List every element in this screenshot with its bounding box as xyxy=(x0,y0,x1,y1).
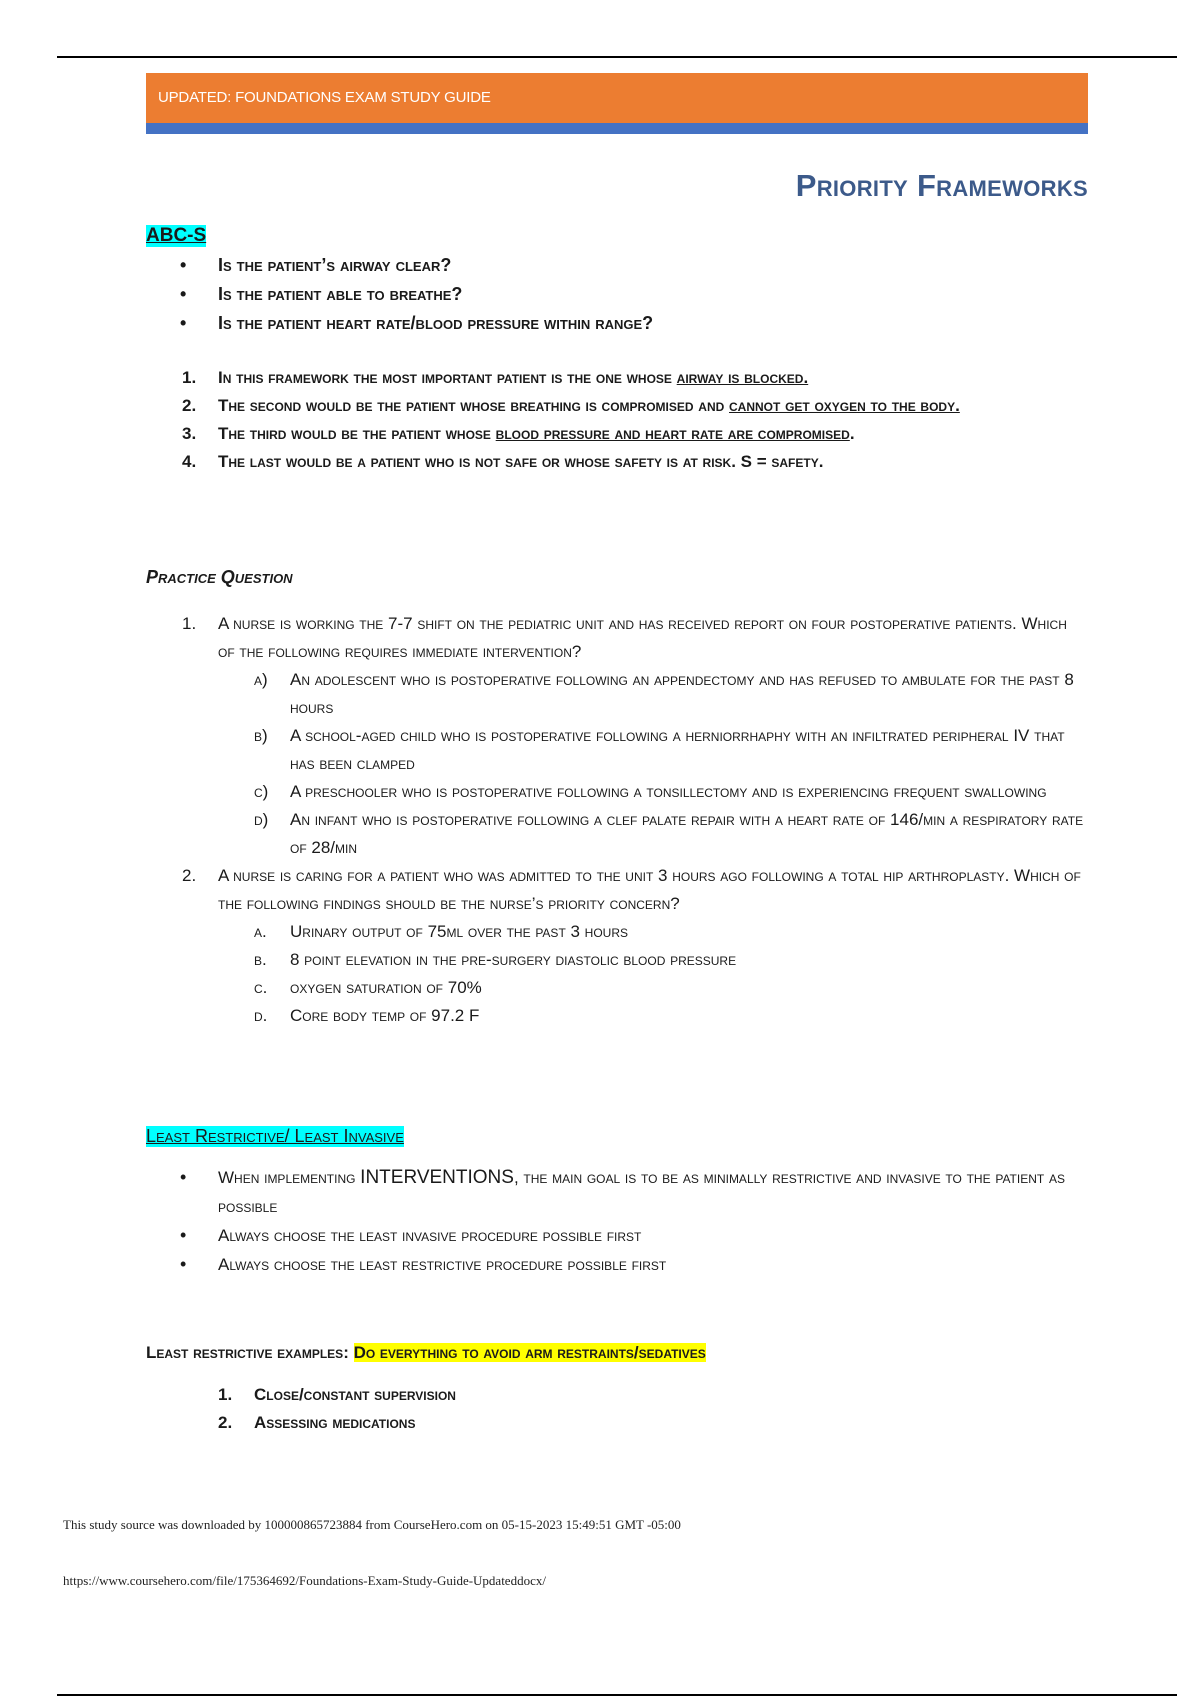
top-rule xyxy=(57,56,1177,58)
list-item: 3. The third would be the patient whose blood pressure and heart rate are compromised. xyxy=(182,424,855,443)
list-item: • Is the patient able to breathe? xyxy=(146,280,1088,309)
option-item: a) An adolescent who is postoperative following an appendectomy and has refused to ambulate for the past 8 hours xyxy=(254,670,1074,717)
examples-highlight: Do everything to avoid arm restraints/sedatives xyxy=(353,1343,706,1362)
list-item: 2. Assessing medications xyxy=(218,1413,416,1432)
option-list xyxy=(146,918,1088,1030)
question-item: 2. A nurse is caring for a patient who was admitted to the unit 3 hours ago following a total hip arthroplasty. Which of the following findings should be the nurse’s priority concern? a. Urinary output of 75ml over the past 3 hours b. 8 point elevation in the pre-surgery diastolic blood pressure c. oxygen saturation of 70% d. Core body temp of 97.2 F xyxy=(146,862,1088,1030)
abcs-label: ABC-S xyxy=(146,225,207,246)
abcs-steps xyxy=(146,364,1088,476)
list-item: 4. The last would be a patient who is not safe or whose safety is at risk. S = safety. xyxy=(182,452,824,471)
footer-url[interactable]: https://www.coursehero.com/file/175364692/Foundations-Exam-Study-Guide-Updateddocx/ xyxy=(63,1573,546,1588)
list-item: 1. Close/constant supervision xyxy=(218,1385,456,1404)
option-item: d) An infant who is postoperative following a clef palate repair with a heart rate of 146/min a respiratory rate of 28/min xyxy=(254,810,1084,857)
page-title: Priority Frameworks xyxy=(795,168,1088,203)
least-label: Least Restrictive/ Least Invasive xyxy=(146,1126,404,1146)
list-item: 2. The second would be the patient whose breathing is compromised and cannot get oxygen to the body. xyxy=(182,396,960,415)
least-bullets xyxy=(146,1163,1088,1279)
practice-heading: Practice Question xyxy=(146,567,293,587)
list-item: • Is the patient heart rate/blood pressure within range? xyxy=(146,309,1088,338)
option-item: b. 8 point elevation in the pre-surgery diastolic blood pressure xyxy=(254,950,737,969)
option-item: d. Core body temp of 97.2 F xyxy=(254,1006,480,1025)
question-text: A nurse is working the 7-7 shift on the pediatric unit and has received report on four postoperative patients. Which of the following requires immediate intervention? xyxy=(218,614,1067,661)
least-section xyxy=(146,1126,1088,1437)
option-item: b) A school-aged child who is postoperative following a herniorrhaphy with an infiltrated peripheral IV that has been clamped xyxy=(254,726,1065,773)
banner-stripe xyxy=(146,123,1088,134)
banner-text: UPDATED: FOUNDATIONS EXAM STUDY GUIDE xyxy=(146,73,1088,123)
list-item: 1. In this framework the most important patient is the one whose airway is blocked. xyxy=(182,368,809,387)
option-list xyxy=(146,666,1088,862)
abcs-section xyxy=(146,225,1088,476)
option-item: a. Urinary output of 75ml over the past 3 hours xyxy=(254,922,629,941)
question-text: A nurse is caring for a patient who was admitted to the unit 3 hours ago following a total hip arthroplasty. Which of the following findings should be the nurse’s priority concern? xyxy=(218,866,1081,913)
header-banner xyxy=(146,73,1088,134)
question-item: 1. A nurse is working the 7-7 shift on the pediatric unit and has received report on four postoperative patients. Which of the following requires immediate intervention? a) An adolescent who is postoperative following an appendectomy and has refused to ambulate for the past 8 hours b) A school-aged child who is postoperative following a herniorrhaphy with an infiltrated peripheral IV that has been clamped c) A preschooler who is postoperative following a tonsillectomy and is experiencing frequent swallowing d) An infant who is postoperative following a clef palate repair with a heart rate of 146/min a respiratory rate of 28/min xyxy=(146,610,1088,862)
abcs-bullets xyxy=(146,251,1088,338)
option-item: c) A preschooler who is postoperative following a tonsillectomy and is experiencing frequent swallowing xyxy=(254,782,1047,801)
practice-questions xyxy=(146,610,1088,1030)
examples-line: Least restrictive examples: Do everything to avoid arm restraints/sedatives xyxy=(146,1343,706,1362)
examples-list xyxy=(182,1381,1088,1437)
list-item: • When implementing INTERVENTIONS, the main goal is to be as minimally restrictive and invasive to the patient as possible xyxy=(146,1163,1088,1221)
option-item: c. oxygen saturation of 70% xyxy=(254,978,482,997)
bottom-rule xyxy=(57,1694,1177,1696)
list-item: • Is the patient’s airway clear? xyxy=(146,251,1088,280)
list-item: • Always choose the least restrictive procedure possible first xyxy=(146,1250,1088,1279)
practice-section xyxy=(146,567,1088,1030)
list-item: • Always choose the least invasive procedure possible first xyxy=(146,1221,1088,1250)
footer-download-note: This study source was downloaded by 100000865723884 from CourseHero.com on 05-15-2023 15:49:51 GMT -05:00 xyxy=(63,1517,681,1532)
